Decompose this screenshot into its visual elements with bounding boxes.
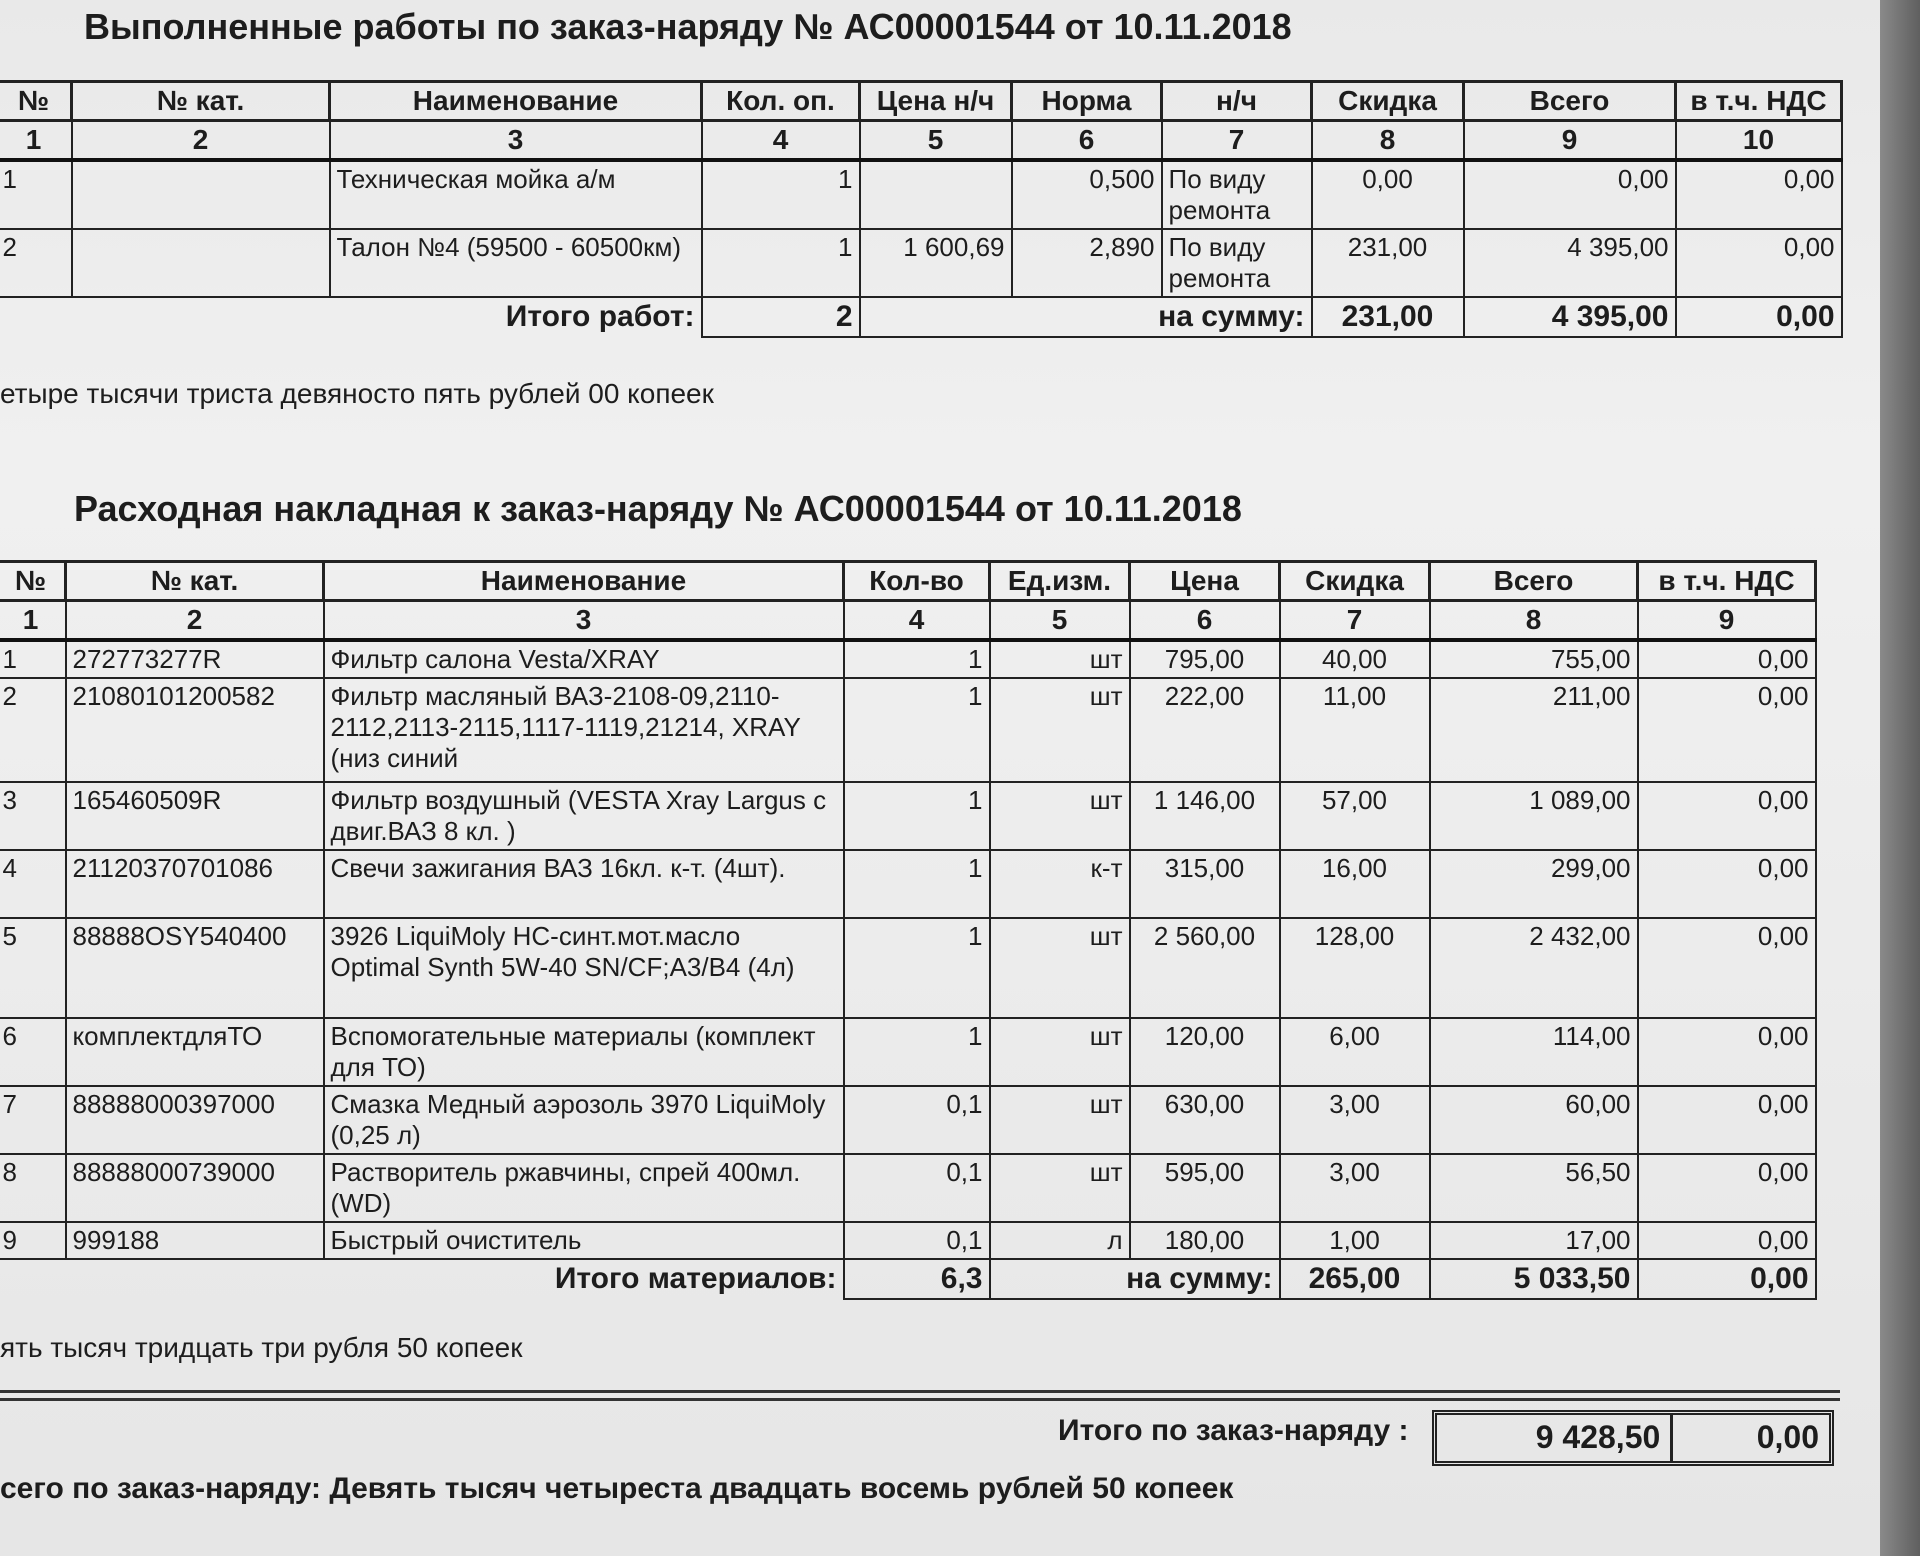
row-cat: 272773277R <box>66 640 324 678</box>
row-cat: 21120370701086 <box>66 850 324 918</box>
table-row <box>0 1154 1816 1222</box>
table-row <box>0 918 1816 1018</box>
materials-colnum: 4 <box>844 601 990 641</box>
row-price: 595,00 <box>1130 1154 1280 1222</box>
footer-divider <box>0 1390 1840 1393</box>
works-header-row <box>0 82 1842 121</box>
row-qty: 1 <box>844 918 990 1018</box>
row-cat: 165460509R <box>66 782 324 850</box>
table-row <box>0 678 1816 782</box>
materials-header-vat: в т.ч. НДС <box>1638 562 1816 601</box>
materials-total-vat: 0,00 <box>1638 1259 1816 1299</box>
table-row <box>0 160 1842 229</box>
table-row <box>0 850 1816 918</box>
row-discount: 16,00 <box>1280 850 1430 918</box>
row-norm: 0,500 <box>1012 160 1162 229</box>
works-header-cat: № кат. <box>72 82 330 121</box>
row-cat: 88888000739000 <box>66 1154 324 1222</box>
row-unit: шт <box>990 918 1130 1018</box>
materials-colnum: 6 <box>1130 601 1280 641</box>
materials-header-cat: № кат. <box>66 562 324 601</box>
row-qty: 1 <box>844 640 990 678</box>
row-num: 3 <box>0 782 66 850</box>
row-discount: 11,00 <box>1280 678 1430 782</box>
works-total-discount: 231,00 <box>1312 297 1464 337</box>
row-price: 315,00 <box>1130 850 1280 918</box>
row-vat: 0,00 <box>1676 229 1842 297</box>
row-total: 0,00 <box>1464 160 1676 229</box>
row-nh: По виду ремонта <box>1162 229 1312 297</box>
row-total: 2 432,00 <box>1430 918 1638 1018</box>
table-row <box>0 782 1816 850</box>
table-row <box>0 1222 1816 1259</box>
row-qty: 1 <box>702 229 860 297</box>
row-name: Растворитель ржавчины, спрей 400мл.(WD) <box>324 1154 844 1222</box>
works-header-discount: Скидка <box>1312 82 1464 121</box>
row-qty: 0,1 <box>844 1086 990 1154</box>
materials-colnum: 5 <box>990 601 1130 641</box>
grand-total-label: Итого по заказ-наряду : <box>1058 1414 1409 1447</box>
row-unit: л <box>990 1222 1130 1259</box>
materials-colnum: 1 <box>0 601 66 641</box>
row-norm: 2,890 <box>1012 229 1162 297</box>
grand-total-box <box>1432 1410 1834 1466</box>
row-num: 4 <box>0 850 66 918</box>
row-name: 3926 LiquiMoly НС-синт.мот.масло Optimal Synth 5W-40 SN/CF;A3/B4 (4л) <box>324 918 844 1018</box>
row-total: 211,00 <box>1430 678 1638 782</box>
row-name: Свечи зажигания ВАЗ 16кл. к-т. (4шт). <box>324 850 844 918</box>
row-price: 222,00 <box>1130 678 1280 782</box>
row-name: Вспомогательные материалы (комплект для ТО) <box>324 1018 844 1086</box>
works-colnum: 9 <box>1464 121 1676 161</box>
materials-header-unit: Ед.изм. <box>990 562 1130 601</box>
row-price <box>860 160 1012 229</box>
materials-header-discount: Скидка <box>1280 562 1430 601</box>
row-price: 1 146,00 <box>1130 782 1280 850</box>
row-unit: шт <box>990 1086 1130 1154</box>
materials-title: Расходная накладная к заказ-наряду № АС00001544 от 10.11.2018 <box>74 488 1242 529</box>
row-cat: комплектдляТО <box>66 1018 324 1086</box>
works-colnum: 6 <box>1012 121 1162 161</box>
row-unit: шт <box>990 678 1130 782</box>
row-discount: 3,00 <box>1280 1154 1430 1222</box>
works-total-qty: 2 <box>702 297 860 337</box>
works-total-words: етыре тысячи триста девяносто пять рублей 00 копеек <box>0 378 714 409</box>
works-colnum-row <box>0 121 1842 161</box>
row-price: 795,00 <box>1130 640 1280 678</box>
row-nh: По виду ремонта <box>1162 160 1312 229</box>
table-row <box>0 229 1842 297</box>
row-name: Смазка Медный аэрозоль 3970 LiquiMoly (0,25 л) <box>324 1086 844 1154</box>
materials-total-row <box>0 1259 1816 1299</box>
footer-divider <box>0 1398 1840 1401</box>
works-total-vat: 0,00 <box>1676 297 1842 337</box>
works-colnum: 7 <box>1162 121 1312 161</box>
row-name: Фильтр салона Vesta/XRAY <box>324 640 844 678</box>
works-total-sum: 4 395,00 <box>1464 297 1676 337</box>
row-vat: 0,00 <box>1638 782 1816 850</box>
row-discount: 1,00 <box>1280 1222 1430 1259</box>
materials-sum-label: на сумму: <box>990 1259 1280 1299</box>
row-qty: 1 <box>844 850 990 918</box>
row-discount: 0,00 <box>1312 160 1464 229</box>
row-qty: 1 <box>844 1018 990 1086</box>
materials-colnum-row <box>0 601 1816 641</box>
works-header-vat: в т.ч. НДС <box>1676 82 1842 121</box>
row-cat: 999188 <box>66 1222 324 1259</box>
row-total: 56,50 <box>1430 1154 1638 1222</box>
materials-total-discount: 265,00 <box>1280 1259 1430 1299</box>
row-vat: 0,00 <box>1638 918 1816 1018</box>
row-vat: 0,00 <box>1638 1222 1816 1259</box>
row-total: 60,00 <box>1430 1086 1638 1154</box>
row-total: 4 395,00 <box>1464 229 1676 297</box>
row-name: Фильтр масляный ВАЗ-2108-09,2110-2112,2113-2115,1117-1119,21214, XRAY (низ синий <box>324 678 844 782</box>
row-discount: 57,00 <box>1280 782 1430 850</box>
row-cat <box>72 229 330 297</box>
table-row <box>0 1018 1816 1086</box>
row-num: 2 <box>0 678 66 782</box>
materials-total-label: Итого материалов: <box>554 1262 837 1295</box>
works-total-row <box>0 297 1842 337</box>
row-cat: 21080101200582 <box>66 678 324 782</box>
works-colnum: 1 <box>0 121 72 161</box>
row-vat: 0,00 <box>1638 640 1816 678</box>
materials-total-sum: 5 033,50 <box>1430 1259 1638 1299</box>
table-row <box>0 640 1816 678</box>
row-name: Быстрый очиститель <box>324 1222 844 1259</box>
materials-table <box>0 560 1817 1300</box>
row-vat: 0,00 <box>1638 1086 1816 1154</box>
row-num: 5 <box>0 918 66 1018</box>
works-colnum: 4 <box>702 121 860 161</box>
row-qty: 1 <box>844 678 990 782</box>
table-row <box>0 1086 1816 1154</box>
row-discount: 3,00 <box>1280 1086 1430 1154</box>
works-colnum: 8 <box>1312 121 1464 161</box>
row-qty: 0,1 <box>844 1222 990 1259</box>
row-num: 7 <box>0 1086 66 1154</box>
row-price: 2 560,00 <box>1130 918 1280 1018</box>
grand-total-words: сего по заказ-наряду: Девять тысяч четыреста двадцать восемь рублей 50 копеек <box>0 1472 1234 1505</box>
materials-colnum: 9 <box>1638 601 1816 641</box>
grand-total-vat: 0,00 <box>1756 1419 1819 1455</box>
row-price: 180,00 <box>1130 1222 1280 1259</box>
row-unit: к-т <box>990 850 1130 918</box>
row-qty: 1 <box>844 782 990 850</box>
materials-header-row <box>0 562 1816 601</box>
works-header-num: № <box>0 82 72 121</box>
materials-total-words: ять тысяч тридцать три рубля 50 копеек <box>0 1332 523 1363</box>
row-num: 2 <box>0 229 72 297</box>
row-num: 9 <box>0 1222 66 1259</box>
row-qty: 0,1 <box>844 1154 990 1222</box>
row-discount: 40,00 <box>1280 640 1430 678</box>
row-vat: 0,00 <box>1638 1018 1816 1086</box>
row-cat <box>72 160 330 229</box>
row-name: Техническая мойка а/м <box>330 160 702 229</box>
row-num: 1 <box>0 640 66 678</box>
row-unit: шт <box>990 1018 1130 1086</box>
row-cat: 88888000397000 <box>66 1086 324 1154</box>
row-num: 6 <box>0 1018 66 1086</box>
works-colnum: 3 <box>330 121 702 161</box>
page-edge-shadow <box>1880 0 1920 1556</box>
works-header-nh: н/ч <box>1162 82 1312 121</box>
row-qty: 1 <box>702 160 860 229</box>
row-unit: шт <box>990 640 1130 678</box>
works-header-qty: Кол. оп. <box>702 82 860 121</box>
works-header-price: Цена н/ч <box>860 82 1012 121</box>
works-header-total: Всего <box>1464 82 1676 121</box>
row-price: 630,00 <box>1130 1086 1280 1154</box>
materials-header-qty: Кол-во <box>844 562 990 601</box>
grand-total-sum: 9 428,50 <box>1437 1415 1673 1461</box>
row-discount: 128,00 <box>1280 918 1430 1018</box>
works-colnum: 10 <box>1676 121 1842 161</box>
materials-header-price: Цена <box>1130 562 1280 601</box>
row-unit: шт <box>990 1154 1130 1222</box>
works-title: Выполненные работы по заказ-наряду № АС00001544 от 10.11.2018 <box>84 6 1292 47</box>
row-discount: 231,00 <box>1312 229 1464 297</box>
materials-colnum: 8 <box>1430 601 1638 641</box>
works-colnum: 5 <box>860 121 1012 161</box>
materials-total-qty: 6,3 <box>844 1259 990 1299</box>
row-total: 1 089,00 <box>1430 782 1638 850</box>
row-num: 8 <box>0 1154 66 1222</box>
works-header-name: Наименование <box>330 82 702 121</box>
materials-header-name: Наименование <box>324 562 844 601</box>
row-name: Фильтр воздушный (VESTA Xray Largus с двиг.ВАЗ 8 кл. ) <box>324 782 844 850</box>
row-unit: шт <box>990 782 1130 850</box>
row-total: 299,00 <box>1430 850 1638 918</box>
works-header-norm: Норма <box>1012 82 1162 121</box>
works-colnum: 2 <box>72 121 330 161</box>
row-price: 1 600,69 <box>860 229 1012 297</box>
row-total: 114,00 <box>1430 1018 1638 1086</box>
row-total: 755,00 <box>1430 640 1638 678</box>
materials-colnum: 2 <box>66 601 324 641</box>
works-total-label: Итого работ: <box>505 300 695 333</box>
row-vat: 0,00 <box>1638 678 1816 782</box>
row-vat: 0,00 <box>1676 160 1842 229</box>
works-table <box>0 80 1843 338</box>
works-sum-label: на сумму: <box>860 297 1312 337</box>
row-name: Талон №4 (59500 - 60500км) <box>330 229 702 297</box>
row-vat: 0,00 <box>1638 1154 1816 1222</box>
materials-header-num: № <box>0 562 66 601</box>
materials-header-total: Всего <box>1430 562 1638 601</box>
row-vat: 0,00 <box>1638 850 1816 918</box>
row-num: 1 <box>0 160 72 229</box>
materials-colnum: 7 <box>1280 601 1430 641</box>
row-cat: 88888OSY540400 <box>66 918 324 1018</box>
row-price: 120,00 <box>1130 1018 1280 1086</box>
materials-colnum: 3 <box>324 601 844 641</box>
row-discount: 6,00 <box>1280 1018 1430 1086</box>
row-total: 17,00 <box>1430 1222 1638 1259</box>
